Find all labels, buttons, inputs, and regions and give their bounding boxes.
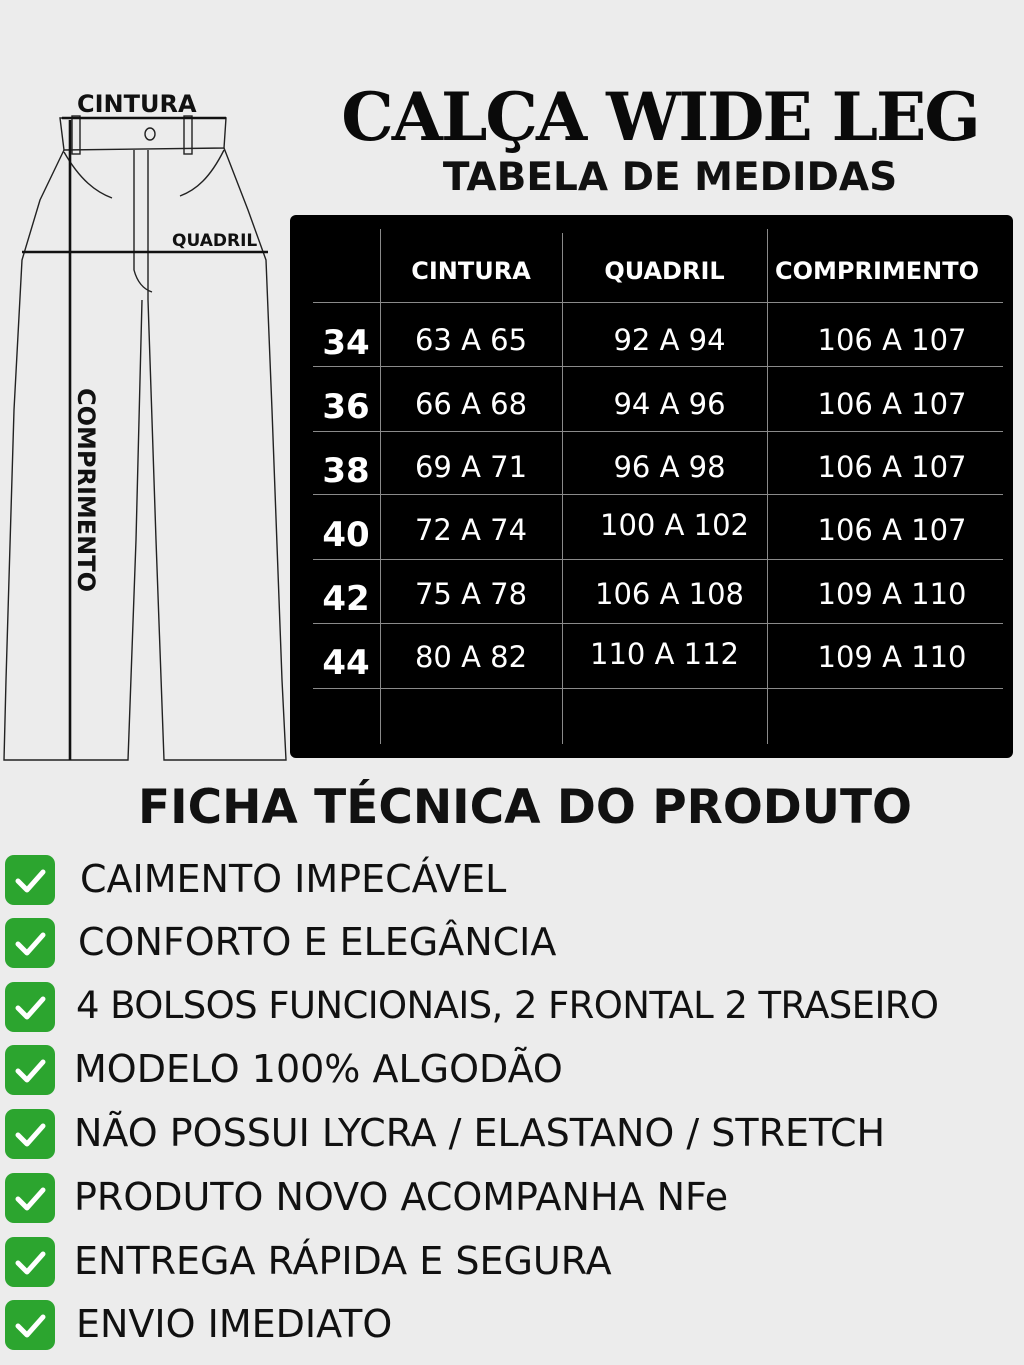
comprimento-cell: 106 A 107 <box>817 513 967 547</box>
feature-item <box>0 980 1024 1036</box>
feature-text: CONFORTO E ELEGÂNCIA <box>78 920 557 964</box>
length-label: COMPRIMENTO <box>72 388 100 593</box>
cintura-cell: 72 A 74 <box>414 513 528 547</box>
table-divider <box>313 623 1003 624</box>
waist-label: CINTURA <box>77 90 197 118</box>
size-label: 40 <box>322 515 370 555</box>
check-icon <box>5 982 55 1032</box>
table-divider <box>313 494 1003 495</box>
cintura-cell: 66 A 68 <box>414 387 528 421</box>
quadril-cell: 94 A 96 <box>613 387 726 421</box>
feature-text: PRODUTO NOVO ACOMPANHA NFe <box>74 1175 729 1219</box>
feature-text: ENVIO IMEDIATO <box>76 1302 393 1346</box>
comprimento-cell: 106 A 107 <box>817 450 967 484</box>
check-icon <box>5 918 55 968</box>
size-label: 44 <box>322 643 370 683</box>
comprimento-cell: 106 A 107 <box>817 387 967 421</box>
quadril-cell: 110 A 112 <box>590 637 739 671</box>
feature-text: ENTREGA RÁPIDA E SEGURA <box>74 1239 612 1283</box>
table-divider <box>313 431 1003 432</box>
comprimento-cell: 109 A 110 <box>817 640 967 674</box>
feature-item <box>0 853 1024 909</box>
feature-item <box>0 1107 1024 1163</box>
cintura-cell: 69 A 71 <box>414 450 528 484</box>
check-icon <box>5 1109 55 1159</box>
cintura-cell: 80 A 82 <box>414 640 528 674</box>
comprimento-cell: 106 A 107 <box>817 323 967 357</box>
size-label: 34 <box>322 323 370 363</box>
ficha-tecnica-title: FICHA TÉCNICA DO PRODUTO <box>138 780 912 835</box>
quadril-cell: 100 A 102 <box>600 508 749 542</box>
feature-item <box>0 1043 1024 1099</box>
feature-text: 4 BOLSOS FUNCIONAIS, 2 FRONTAL 2 TRASEIRO <box>76 984 939 1027</box>
size-label: 38 <box>322 451 370 491</box>
column-header-quadril: QUADRIL <box>604 257 725 285</box>
feature-text: MODELO 100% ALGODÃO <box>74 1047 563 1091</box>
hip-label: QUADRIL <box>172 231 258 251</box>
feature-text: NÃO POSSUI LYCRA / ELASTANO / STRETCH <box>74 1111 886 1155</box>
cintura-cell: 63 A 65 <box>414 323 528 357</box>
feature-item <box>0 1235 1024 1291</box>
column-header-comprimento: COMPRIMENTO <box>774 257 980 285</box>
quadril-cell: 92 A 94 <box>613 323 726 357</box>
check-icon <box>5 1173 55 1223</box>
check-icon <box>5 1237 55 1287</box>
size-label: 36 <box>322 387 370 427</box>
comprimento-cell: 109 A 110 <box>817 577 967 611</box>
check-icon <box>5 855 55 905</box>
size-table <box>290 215 1013 758</box>
size-table-subtitle: TABELA DE MEDIDAS <box>442 155 898 200</box>
product-title: CALÇA WIDE LEG <box>341 78 979 156</box>
quadril-cell: 96 A 98 <box>613 450 726 484</box>
feature-item <box>0 1171 1024 1227</box>
feature-item <box>0 916 1024 972</box>
check-icon <box>5 1045 55 1095</box>
table-divider <box>313 559 1003 560</box>
pants-diagram <box>0 80 290 770</box>
column-header-cintura: CINTURA <box>411 257 531 285</box>
feature-item <box>0 1298 1024 1354</box>
table-divider <box>313 302 1003 303</box>
feature-text: CAIMENTO IMPECÁVEL <box>80 857 507 901</box>
cintura-cell: 75 A 78 <box>414 577 528 611</box>
quadril-cell: 106 A 108 <box>595 577 744 611</box>
table-divider <box>313 688 1003 689</box>
check-icon <box>5 1300 55 1350</box>
size-label: 42 <box>322 579 370 619</box>
table-divider <box>313 366 1003 367</box>
